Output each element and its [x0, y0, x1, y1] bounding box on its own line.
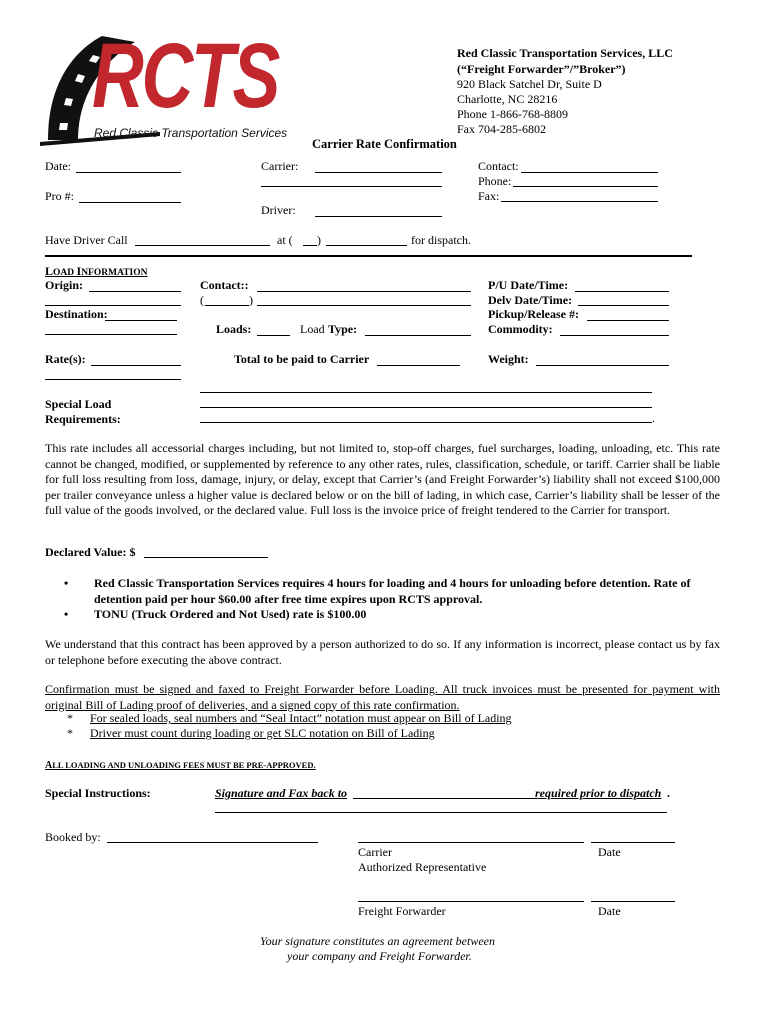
rates-field[interactable] [91, 365, 181, 366]
load-phone-paren-close: ) [249, 293, 253, 307]
date-label: Date: [45, 159, 71, 173]
section-divider [45, 255, 692, 257]
special-instructions-field[interactable] [215, 812, 667, 813]
declared-value-field[interactable] [144, 557, 268, 558]
commodity-field[interactable] [560, 335, 669, 336]
weight-label: Weight: [488, 352, 529, 366]
total-paid-field[interactable] [377, 365, 460, 366]
destination-field[interactable] [105, 320, 177, 321]
driver-label: Driver: [261, 203, 296, 217]
rates-label: Rate(s): [45, 352, 86, 366]
driver-call-name-field[interactable] [135, 245, 270, 246]
origin-field-2[interactable] [45, 305, 181, 306]
fees-notice: ALL LOADING AND UNLOADING FEES MUST BE PRE-APPROVED. [45, 760, 316, 771]
load-contact-field[interactable] [257, 291, 471, 292]
forwarder-signature-label: Freight Forwarder [358, 904, 446, 918]
star-glyph: * [67, 726, 73, 740]
driver-call-number-field[interactable] [326, 245, 407, 246]
star-note-2-text: Driver must count during loading or get SLC notation on Bill of Lading [90, 726, 435, 740]
company-phone: Phone 1-866-768-8809 [457, 107, 568, 121]
destination-label: Destination: [45, 307, 108, 321]
loads-label: Loads: [216, 322, 252, 336]
driver-call-at: at ( [277, 233, 293, 247]
bullet-tonu-text: TONU (Truck Ordered and Not Used) rate is $100.00 [94, 607, 367, 621]
fax-label: Fax: [478, 189, 500, 203]
star-note-1-text: For sealed loads, seal numbers and “Seal Intact” notation must appear on Bill of Lading [90, 711, 512, 725]
bullet-detention [45, 576, 735, 607]
bullet-glyph: • [64, 576, 69, 590]
special-load-field-3[interactable] [200, 422, 652, 423]
load-type-pre: Load [300, 322, 325, 336]
terms-paragraph: This rate includes all accessorial charges including, but not limited to, stop-off charges, fuel surcharges, loading, unloading, etc. This rate cannot be changed, modified, or supplemented by reference to any other rates, rules, classification, schedule, or tariff. Carrier shall be liable for full loss resulting from loss, damage, injury, or delay, except that Carrier’s (and Freight Forwarder’s) liability shall not exceed $100,000 per trailer conveyance unless a higher value is declared below or on the bill of lading, in which case, Carrier’s liability shall be lesser of the full value of the goods involved, or the declared value. Full loss is the invoice price of freight tendered to the Carrier for transport. [45, 441, 720, 517]
authorized-rep-label: Authorized Representative [358, 860, 487, 874]
declared-value-label: Declared Value: $ [45, 545, 136, 559]
contact-label: Contact: [478, 159, 519, 173]
driver-call-paren: ) [317, 233, 321, 247]
company-address-1: 920 Black Satchel Dr, Suite D [457, 77, 602, 91]
company-fax: Fax 704-285-6802 [457, 122, 546, 136]
carrier-date-line[interactable] [591, 842, 675, 843]
special-load-label: Special Load [45, 397, 112, 411]
pro-field[interactable] [79, 202, 181, 203]
contact-field[interactable] [521, 172, 658, 173]
authorization-paragraph: We understand that this contract has been approved by a person authorized to do so. If any information is incorrect, please contact us by fax or telephone before executing the above contract. [45, 637, 720, 667]
driver-call-area-field[interactable] [303, 245, 317, 246]
pickup-release-field[interactable] [587, 320, 669, 321]
load-phone-paren-open: ( [200, 293, 204, 307]
origin-field[interactable] [89, 291, 181, 292]
delv-date-field[interactable] [578, 305, 669, 306]
company-name: Red Classic Transportation Services, LLC [457, 46, 673, 60]
forwarder-signature-line[interactable] [358, 901, 584, 902]
bullet-detention-text: Red Classic Transportation Services requires 4 hours for loading and 4 hours for unloading before detention. Rate of detention paid per hour $60.00 after free time expires upon RCTS approval. [94, 576, 691, 606]
load-contact-label: Contact:: [200, 278, 249, 292]
document-title: Carrier Rate Confirmation [312, 137, 457, 151]
driver-field[interactable] [315, 216, 442, 217]
phone-field[interactable] [513, 186, 658, 187]
origin-label: Origin: [45, 278, 83, 292]
star-note-1 [67, 711, 512, 726]
pu-date-field[interactable] [575, 291, 669, 292]
required-prior-period: . [667, 786, 670, 800]
carrier-field-2[interactable] [261, 186, 442, 187]
star-glyph: * [67, 711, 73, 725]
delv-date-label: Delv Date/Time: [488, 293, 573, 307]
rates-field-2[interactable] [45, 379, 181, 380]
company-alias: (“Freight Forwarder”/”Broker”) [457, 62, 626, 76]
star-note-2 [67, 726, 435, 741]
load-information-heading: LOAD INFORMATION [45, 264, 148, 278]
pickup-release-label: Pickup/Release #: [488, 307, 579, 321]
bullet-glyph: • [64, 607, 69, 621]
special-load-period: . [652, 411, 655, 425]
carrier-date-label: Date [598, 845, 621, 859]
carrier-signature-line[interactable] [358, 842, 584, 843]
logo-wordmark: RCTS [92, 25, 278, 127]
carrier-signature-label: Carrier [358, 845, 392, 859]
special-instructions-label: Special Instructions: [45, 786, 151, 800]
required-prior-text: required prior to dispatch [535, 786, 662, 800]
booked-by-label: Booked by: [45, 830, 101, 844]
bullet-tonu [45, 607, 735, 623]
loads-field[interactable] [257, 335, 290, 336]
weight-field[interactable] [536, 365, 669, 366]
commodity-label: Commodity: [488, 322, 553, 336]
forwarder-date-line[interactable] [591, 901, 675, 902]
company-address-2: Charlotte, NC 28216 [457, 92, 558, 106]
carrier-label: Carrier: [261, 159, 299, 173]
booked-by-field[interactable] [107, 842, 318, 843]
pro-label: Pro #: [45, 189, 75, 203]
fax-back-field[interactable] [353, 798, 535, 799]
date-field[interactable] [76, 172, 181, 173]
load-phone-field[interactable] [257, 305, 471, 306]
forwarder-date-label: Date [598, 904, 621, 918]
phone-label: Phone: [478, 174, 512, 188]
total-paid-label: Total to be paid to Carrier [234, 352, 370, 366]
signature-fax-back-text: Signature and Fax back to [215, 786, 348, 800]
carrier-field[interactable] [315, 172, 442, 173]
company-logo [40, 25, 300, 146]
special-load-field-1[interactable] [200, 392, 652, 393]
load-phone-area-field[interactable] [205, 305, 249, 306]
load-type-label: Type: [328, 322, 358, 336]
pu-date-label: P/U Date/Time: [488, 278, 569, 292]
confirmation-paragraph: Confirmation must be signed and faxed to Freight Forwarder before Loading. All truck invoices must be presented for payment with original Bill of Lading proof of deliveries, and a signed copy of this rate confirmation. [45, 682, 720, 712]
footer-line-2: your company and Freight Forwarder. [287, 949, 472, 963]
logo-subtitle: Red Classic Transportation Services [94, 126, 288, 140]
requirements-label: Requirements: [45, 412, 121, 426]
driver-call-suffix: for dispatch. [411, 233, 471, 247]
special-load-field-2[interactable] [200, 407, 652, 408]
destination-field-2[interactable] [45, 334, 177, 335]
fax-field[interactable] [501, 201, 658, 202]
policy-bullets [45, 576, 735, 623]
load-type-field[interactable] [365, 335, 471, 336]
footer-line-1: Your signature constitutes an agreement between [260, 934, 495, 948]
driver-call-label: Have Driver Call [45, 233, 128, 247]
